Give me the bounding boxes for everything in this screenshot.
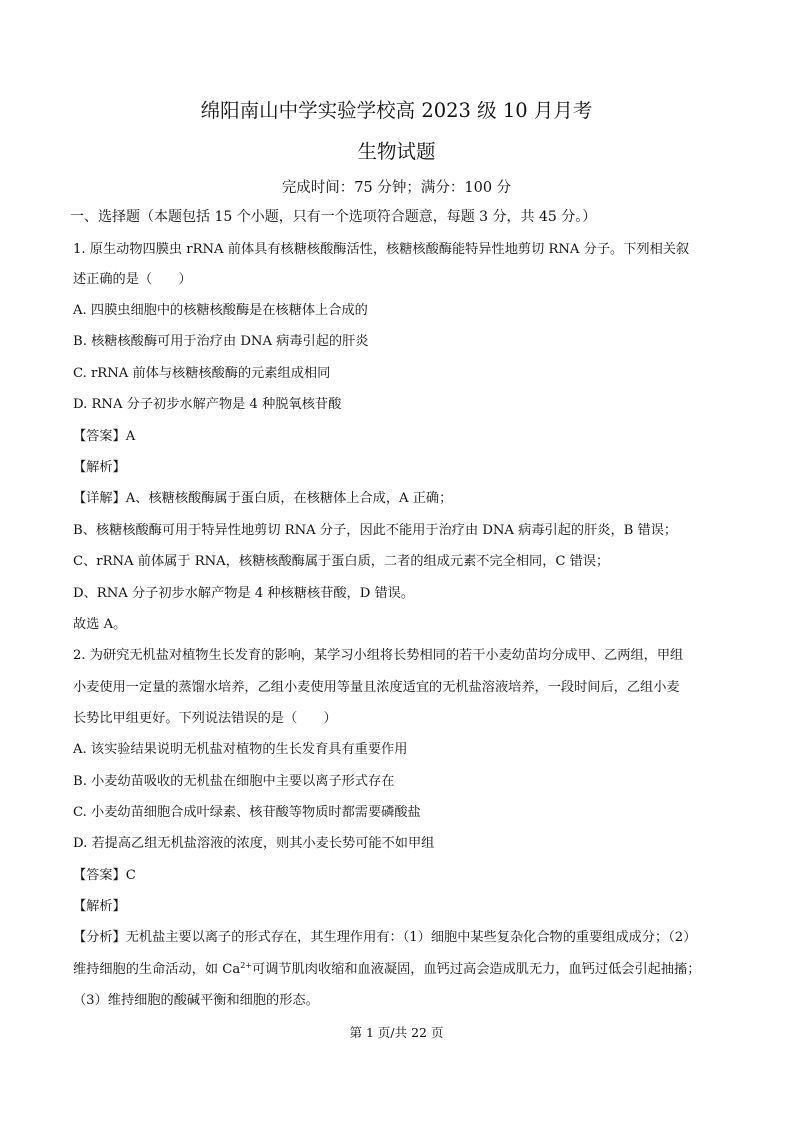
exam-subject: 生物试题 [357,140,436,163]
q2-fenxi-line-2-start: 维持细胞的生命活动，如 Ca [73,962,241,977]
q2-fenxi-line-2-end: 可调节肌肉收缩和血液凝固，血钙过高会造成肌无力，血钙过低会引起抽搐； [252,962,701,977]
q1-detail-line-1: 【详解】A、核糖核酸酶属于蛋白质，在核糖体上合成，A 正确； [73,491,453,506]
q1-option-b: B. 核糖核酸酶可用于治疗由 DNA 病毒引起的肝炎 [73,334,369,349]
q2-option-b: B. 小麦幼苗吸收的无机盐在细胞中主要以离子形式存在 [73,774,395,789]
q1-detail-line-4: D、RNA 分子初步水解产物是 4 种核糖核苷酸，D 错误。 [73,586,415,601]
section-heading: 一、选择题（本题包括 15 个小题，只有一个选项符合题意，每题 3 分，共 45 分。） [70,209,597,225]
q1-stem-line-1: 1. 原生动物四膜虫 rRNA 前体具有核糖核酸酶活性，核糖核酸酶能特异性地剪切 RNA 分子。下列相关叙 [73,242,690,257]
q1-option-d: D. RNA 分子初步水解产物是 4 种脱氧核苷酸 [73,397,342,412]
q1-option-a: A. 四膜虫细胞中的核糖核酸酶是在核糖体上合成的 [73,303,368,318]
q1-detail-line-3: C、rRNA 前体属于 RNA，核糖核酸酶属于蛋白质，二者的组成元素不完全相同，C 错误； [73,554,610,569]
q2-analysis-label: 【解析】 [73,899,126,914]
exam-title: 绵阳南山中学实验学校高 2023 级 10 月月考 [200,99,593,122]
q1-analysis-label: 【解析】 [73,460,126,475]
q2-answer: 【答案】C [73,868,136,883]
q2-fenxi-line-2 [73,961,700,979]
q1-stem-line-2: 述正确的是（ ） [73,272,192,287]
q2-option-c: C. 小麦幼苗细胞合成叶绿素、核苷酸等物质时都需要磷酸盐 [73,805,421,820]
q2-fenxi-line-1: 【分析】无机盐主要以离子的形式存在，其生理作用有：（1）细胞中某些复杂化合物的重要组成成分；（2） [73,930,697,945]
q2-stem-line-2: 小麦使用一定量的蒸馏水培养，乙组小麦使用等量且浓度适宜的无机盐溶液培养，一段时间后，乙组小麦 [73,680,680,695]
q1-option-c: C. rRNA 前体与核糖核酸酶的元素组成相同 [73,366,331,381]
q1-answer: 【答案】A [73,429,136,444]
page-footer: 第 1 页/共 22 页 [349,1025,444,1040]
q2-fenxi-line-3: （3）维持细胞的酸碱平衡和细胞的形态。 [73,993,319,1008]
q2-option-d: D. 若提高乙组无机盐溶液的浓度，则其小麦长势可能不如甲组 [73,836,435,851]
q2-stem-line-1: 2. 为研究无机盐对植物生长发育的影响，某学习小组将长势相同的若干小麦幼苗均分成甲、乙两组，甲组 [73,648,684,663]
q1-conclusion: 故选 A。 [73,617,127,632]
q1-detail-line-2: B、核糖核酸酶可用于特异性地剪切 RNA 分子，因此不能用于治疗由 DNA 病毒引起的肝炎，B 错误； [73,523,678,538]
exam-info: 完成时间：75 分钟；满分：100 分 [281,180,512,196]
q2-stem-line-3: 长势比甲组更好。下列说法错误的是（ ） [73,711,337,726]
calcium-charge-superscript: 2+ [240,961,253,970]
q2-option-a: A. 该实验结果说明无机盐对植物的生长发育具有重要作用 [73,742,408,757]
